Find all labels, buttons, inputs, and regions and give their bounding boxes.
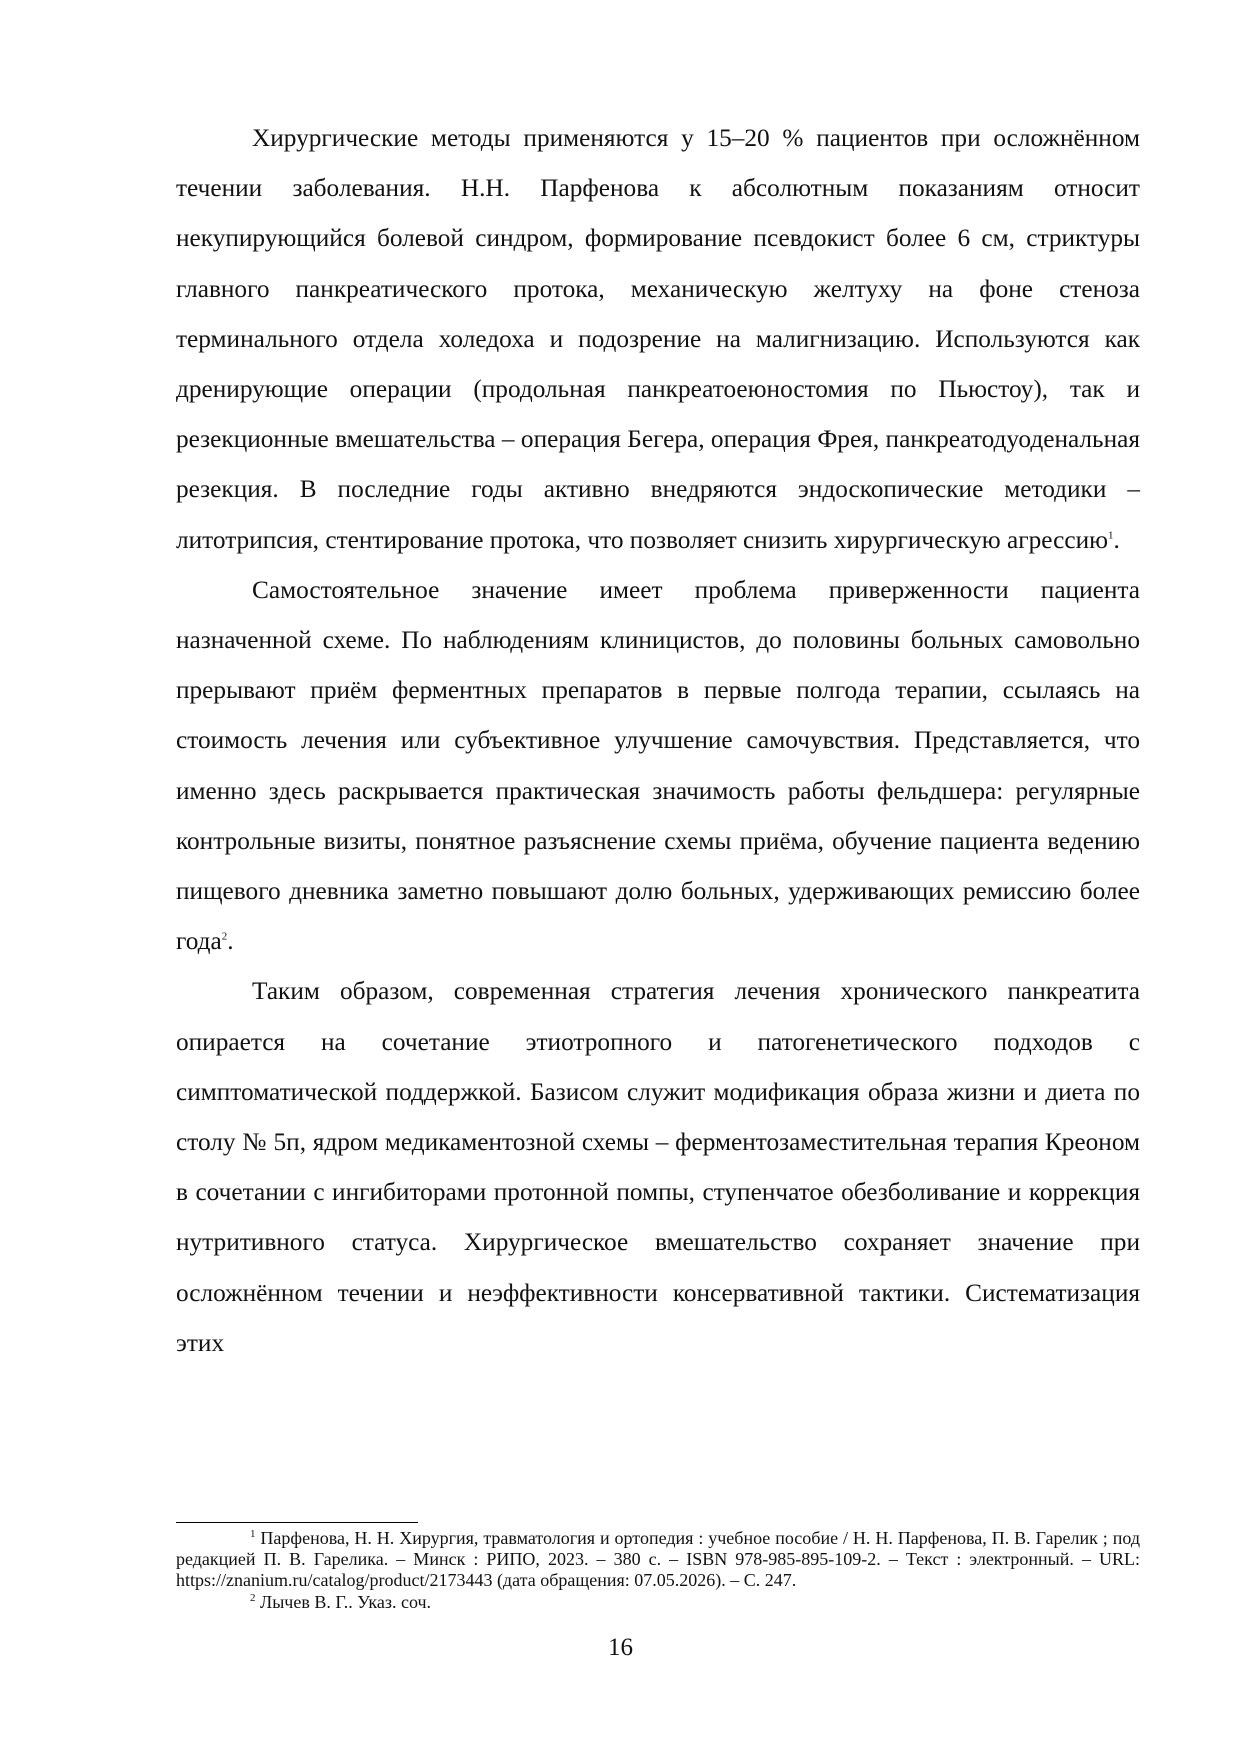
footnote-reference[interactable]: 1	[1108, 529, 1114, 542]
footnote-1	[176, 1528, 1140, 1592]
footnote-number: 1	[250, 1528, 256, 1540]
paragraph-text: Таким образом, современная стратегия лечения хронического панкреатита опирается на сочетание этиотропного и патогенетического подходов с симптоматической поддержкой. Базисом служит модификация образа жизни и диета по столу № 5п, ядром медикаментозной схемы – ферментозаместительная терапия Креоном в сочетании с ингибиторами протонной помпы, ступенчатое обезболивание и коррекция нутритивного статуса. Хирургическое вмешательство сохраняет значение при осложнённом течении и неэффективности консервативной тактики. Систематизация этих	[176, 977, 1140, 1357]
footnote-separator	[176, 1522, 418, 1523]
paragraph-text: Самостоятельное значение имеет проблема приверженности пациента назначенной схеме. По наблюдениям клиницистов, до половины больных самовольно прерывают приём ферментных препаратов в первые полгода терапии, ссылаясь на стоимость лечения или субъективное улучшение самочувствия. Представляется, что именно здесь раскрывается практическая значимость работы фельдшера: регулярные контрольные визиты, понятное разъяснение схемы приёма, обучение пациента ведению пищевого дневника заметно повышают долю больных, удерживающих ремиссию более года	[176, 575, 1140, 956]
footnote-2	[176, 1592, 1140, 1613]
footnote-text: Лычев В. Г.. Указ. соч.	[255, 1591, 432, 1612]
page-number: 16	[608, 1634, 633, 1661]
footnotes	[176, 1528, 1140, 1613]
paragraph-text: Хирургические методы применяются у 15–20 % пациентов при осложнённом течении заболевания. Н.Н. Парфенова к абсолютным показаниям относит некупирующийся болевой синдром, формирование псевдокист более 6 см, стриктуры главного панкреатического протока, механическую желтуху на фоне стеноза терминального отдела холедоха и подозрение на малигнизацию. Используются как дренирующие операции (продольная панкреатоеюностомия по Пьюстоу), так и резекционные вмешательства – операция Бегера, операция Фрея, панкреатодуоденальная резекция. В последние годы активно внедряются эндоскопические методики – литотрипсия, стентирование протока, что позволяет снизить хирургическую агрессию	[176, 124, 1140, 554]
paragraph-tail: .	[227, 927, 234, 956]
paragraph-patient-adherence	[176, 565, 1140, 967]
paragraph-surgical-methods	[176, 113, 1140, 565]
footnote-reference[interactable]: 2	[221, 930, 228, 943]
paragraph-tail: .	[1113, 525, 1120, 554]
paragraph-conclusion	[176, 966, 1140, 1368]
body-text	[176, 113, 1140, 1368]
footnote-number: 2	[250, 1591, 256, 1604]
footnote-text: Парфенова, Н. Н. Хирургия, травматология и ортопедия : учебное пособие / Н. Н. Парфенова, П. В. Гарелик ; под редакцией П. В. Гарелика. – Минск : РИПО, 2023. – 380 с. – ISBN 978-985-895-109-2. – Текст : электронный. – URL: https://znanium.ru/catalog/product/2173443 (дата обращения: 07.05.2026). – С. 247.	[176, 1528, 1140, 1591]
